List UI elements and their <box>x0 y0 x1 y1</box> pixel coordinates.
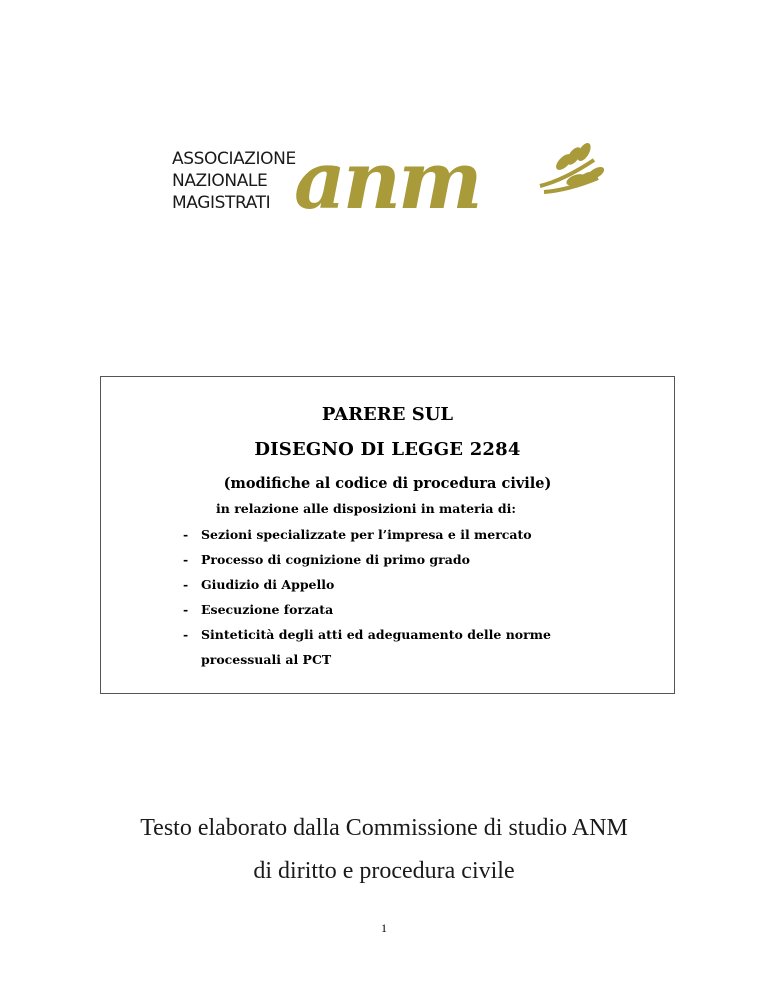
list-dash: - <box>183 602 189 617</box>
logo-org-line: MAGISTRATI <box>172 193 271 213</box>
footer-line1: Testo elaborato dalla Commissione di studio ANM <box>140 815 628 841</box>
box-title-line2: DISEGNO DI LEGGE 2284 <box>254 439 521 460</box>
box-subtitle: (modifiche al codice di procedura civile) <box>223 475 552 492</box>
list-item-text: Esecuzione forzata <box>201 602 334 617</box>
wheat-icon <box>540 141 604 192</box>
page-number: 1 <box>381 921 387 935</box>
list-dash: - <box>183 527 189 542</box>
footer-line2: di diritto e procedura civile <box>253 858 515 884</box>
logo-org-line: NAZIONALE <box>172 171 268 191</box>
anm-logo <box>172 140 612 220</box>
list-dash: - <box>183 552 189 567</box>
list-dash: - <box>183 627 189 642</box>
logo-mark-text: anm <box>294 140 480 220</box>
list-item-text: Processo di cognizione di primo grado <box>201 552 470 567</box>
logo-org-line: ASSOCIAZIONE <box>172 149 296 169</box>
list-item-continuation: processuali al PCT <box>201 652 332 667</box>
logo-org-name <box>172 148 296 214</box>
list-item-text: Sezioni specializzate per l’impresa e il mercato <box>201 527 532 542</box>
list-item-text: Giudizio di Appello <box>201 577 335 592</box>
list-dash: - <box>183 577 189 592</box>
box-intro: in relazione alle disposizioni in materia di: <box>216 501 516 516</box>
anm-logo-mark <box>294 140 604 220</box>
box-title-line1: PARERE SUL <box>321 404 454 425</box>
summary-box <box>100 376 675 694</box>
list-item-text: Sinteticità degli atti ed adeguamento delle norme <box>201 627 551 642</box>
